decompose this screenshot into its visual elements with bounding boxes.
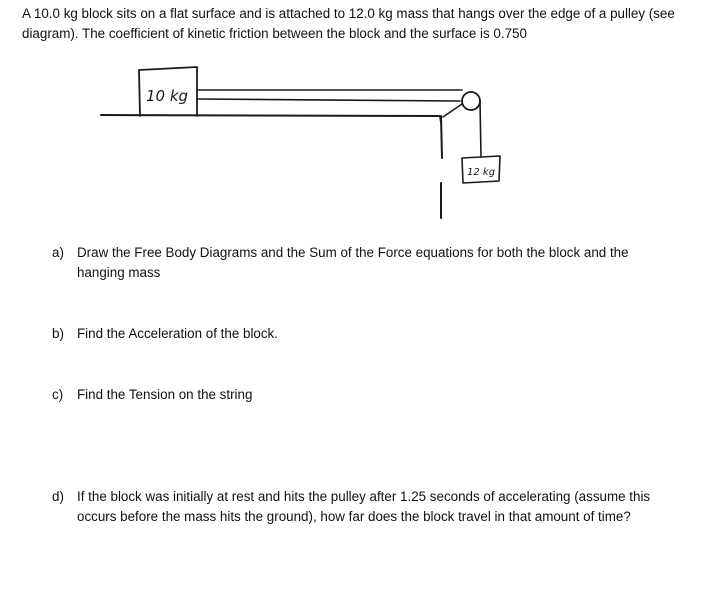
question-label: b) [52, 326, 64, 341]
question-b [52, 324, 672, 344]
question-d [52, 487, 672, 527]
question-text: If the block was initially at rest and hits the pulley after 1.25 seconds of accelerating (assume this occurs before the mass hits the ground), how far does the block travel in that amount of time? [77, 489, 651, 524]
hanging-label: 12 kg [467, 167, 496, 178]
question-label: a) [52, 245, 64, 260]
pulley [462, 92, 480, 110]
question-label: c) [52, 387, 64, 402]
table-edge [441, 116, 442, 218]
problem-statement: A 10.0 kg block sits on a flat surface and is attached to 12.0 kg mass that hangs over the edge of a pulley (see diagram). The coefficient of kinetic friction between the block and the surface is 0.750 [22, 6, 675, 41]
pulley-bracket [443, 104, 462, 117]
string-vertical [480, 101, 481, 157]
question-a [52, 243, 672, 283]
question-label: d) [52, 489, 64, 504]
block-label: 10 kg [146, 87, 189, 105]
question-c [52, 385, 672, 405]
string-horizontal [197, 90, 462, 101]
question-text: Find the Tension on the string [77, 387, 253, 402]
question-text: Find the Acceleration of the block. [77, 326, 278, 341]
table-surface [101, 115, 441, 122]
question-text: Draw the Free Body Diagrams and the Sum of the Force equations for both the block and the hanging mass [77, 245, 629, 280]
